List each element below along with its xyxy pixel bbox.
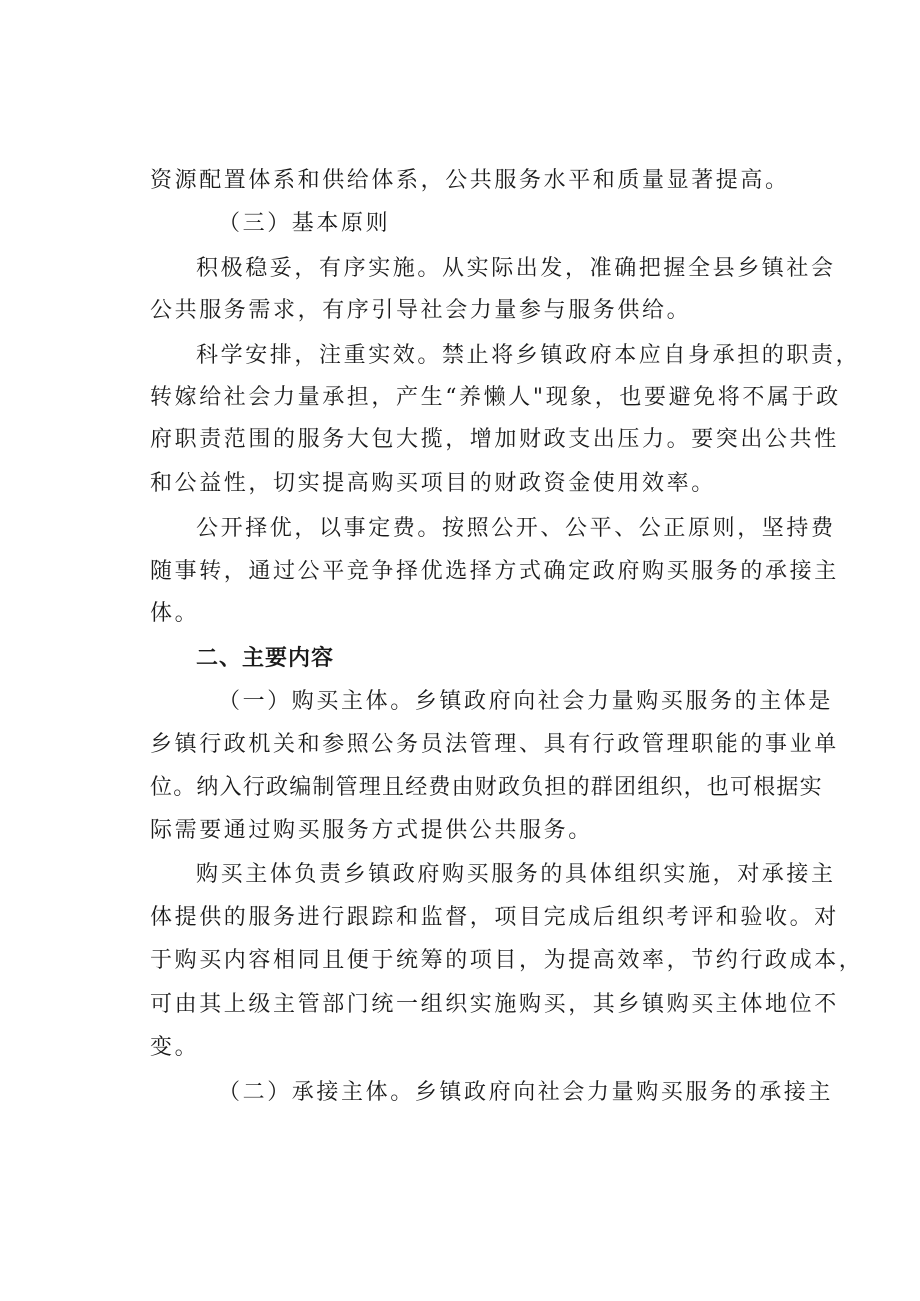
paragraph-line: 公共服务需求，有序引导社会力量参与服务供给。 (150, 298, 692, 323)
paragraph-line: 和公益性，切实提高购买项目的财政资金使用效率。 (150, 471, 716, 496)
paragraph-line: 可由其上级主管部门统一组织实施购买，其乡镇购买主体地位不 (150, 992, 839, 1017)
paragraph-line: 于购买内容相同且便于统筹的项目，为提高效率，节约行政成本， (150, 948, 864, 973)
section-heading: 二、主要内容 (196, 646, 335, 671)
paragraph-line: （二）承接主体。乡镇政府向社会力量购买服务的承接主 (218, 1080, 834, 1105)
paragraph-line: 乡镇行政机关和参照公务员法管理、具有行政管理职能的事业单 (150, 732, 839, 757)
paragraph-line: 际需要通过购买服务方式提供公共服务。 (150, 818, 593, 843)
paragraph-line: 体提供的服务进行跟踪和监督，项目完成后组织考评和验收。对 (150, 905, 839, 930)
paragraph-line: 购买主体负责乡镇政府购买服务的具体组织实施，对承接主 (196, 862, 836, 887)
paragraph-line: 资源配置体系和供给体系，公共服务水平和质量显著提高。 (150, 168, 790, 193)
paragraph-line: （一）购买主体。乡镇政府向社会力量购买服务的主体是 (218, 689, 834, 714)
paragraph-line: 科学安排，注重实效。禁止将乡镇政府本应自身承担的职责， (196, 343, 861, 368)
paragraph-line: 变。 (150, 1035, 200, 1060)
paragraph-line: 随事转，通过公平竞争择优选择方式确定政府购买服务的承接主 (150, 559, 839, 584)
section-subheading: （三）基本原则 (218, 211, 391, 236)
paragraph-line: 公开择优，以事定费。按照公开、公平、公正原则，坚持费 (196, 516, 836, 541)
paragraph-line: 府职责范围的服务大包大揽，增加财政支出压力。要突出公共性 (150, 427, 839, 452)
paragraph-line: 积极稳妥，有序实施。从实际出发，准确把握全县乡镇社会 (196, 256, 836, 281)
paragraph-line: 转嫁给社会力量承担，产生“养懒人"现象，也要避免将不属于政 (150, 385, 841, 410)
paragraph-line: 体。 (150, 601, 200, 626)
paragraph-line: 位。纳入行政编制管理且经费由财政负担的群团组织，也可根据实 (150, 775, 823, 800)
